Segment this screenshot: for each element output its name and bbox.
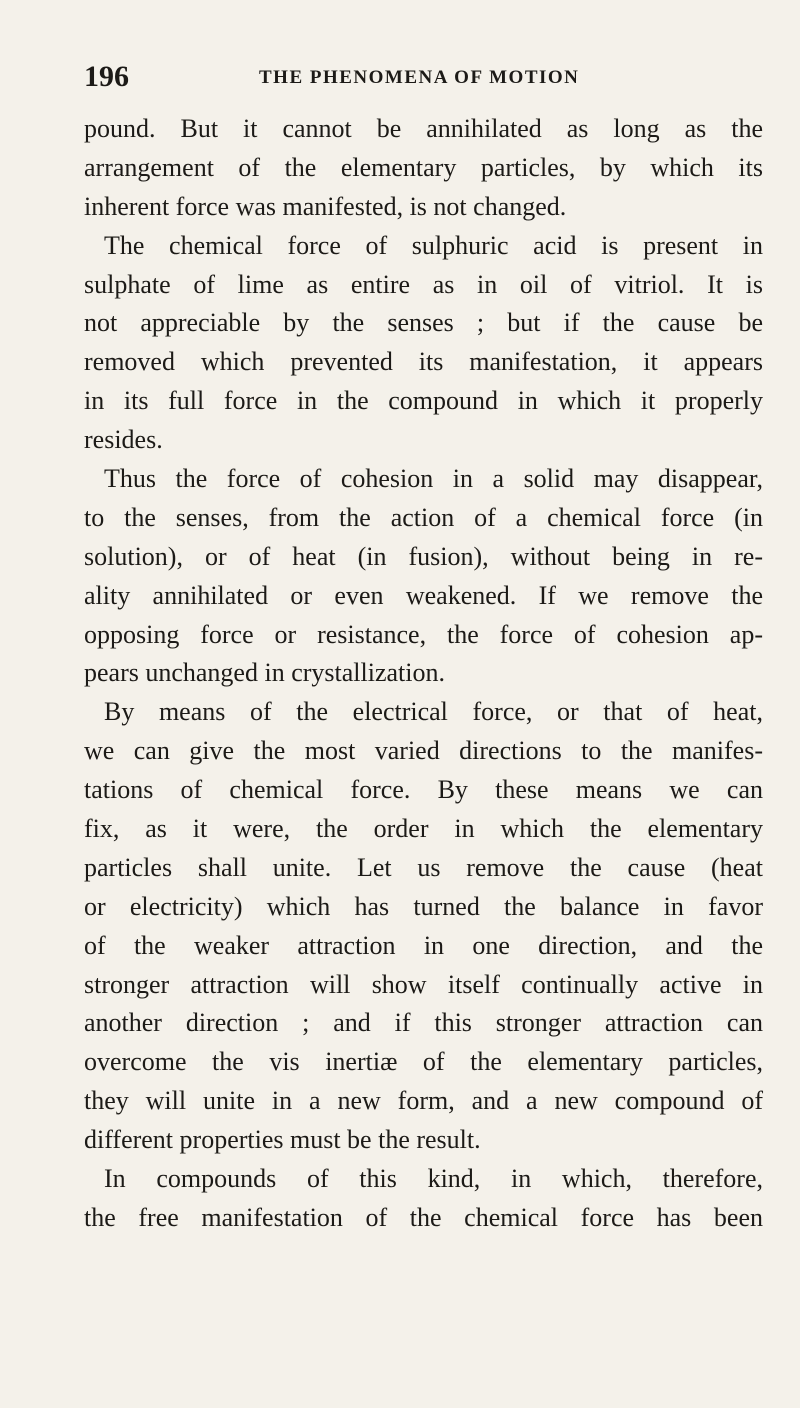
text-line: overcome the vis inertiæ of the elementary particles,: [84, 1047, 763, 1077]
text-line: ality annihilated or even weakened. If we remove the: [84, 580, 763, 610]
text-line: resides.: [84, 425, 163, 455]
text-line: By means of the electrical force, or that of heat,: [104, 697, 763, 727]
text-line: arrangement of the elementary particles, by which its: [84, 152, 763, 182]
text-line: not appreciable by the senses ; but if the cause be: [84, 308, 763, 338]
text-line: of the weaker attraction in one direction, and the: [84, 930, 763, 960]
text-line: pears unchanged in crystallization.: [84, 658, 445, 688]
text-line: another direction ; and if this stronger attraction can: [84, 1008, 763, 1038]
text-line: to the senses, from the action of a chemical force (in: [84, 502, 763, 532]
text-line: sulphate of lime as entire as in oil of vitriol. It is: [84, 269, 763, 299]
text-line: particles shall unite. Let us remove the cause (heat: [84, 852, 763, 882]
body-text: [84, 110, 763, 1238]
text-line: we can give the most varied directions to the manifes-: [84, 736, 763, 766]
text-line: removed which prevented its manifestation, it appears: [84, 347, 763, 377]
text-line: tations of chemical force. By these means we can: [84, 775, 763, 805]
text-line: in its full force in the compound in which it properly: [84, 386, 763, 416]
running-head: [84, 60, 784, 100]
text-line: fix, as it were, the order in which the elementary: [84, 814, 763, 844]
running-title: THE PHENOMENA OF MOTION: [259, 67, 580, 88]
text-line: or electricity) which has turned the balance in favor: [84, 891, 763, 921]
text-line: In compounds of this kind, in which, therefore,: [104, 1164, 763, 1194]
text-line: Thus the force of cohesion in a solid may disappear,: [104, 464, 763, 494]
text-line: pound. But it cannot be annihilated as long as the: [84, 114, 763, 143]
text-line: they will unite in a new form, and a new compound of: [84, 1086, 763, 1116]
text-line: The chemical force of sulphuric acid is present in: [104, 230, 763, 260]
text-line: stronger attraction will show itself continually active in: [84, 969, 763, 999]
text-line: solution), or of heat (in fusion), without being in re-: [84, 541, 763, 571]
text-line: inherent force was manifested, is not changed.: [84, 191, 567, 221]
text-line: different properties must be the result.: [84, 1125, 481, 1155]
text-line: the free manifestation of the chemical force has been: [84, 1202, 763, 1232]
text-line: opposing force or resistance, the force of cohesion ap-: [84, 619, 763, 649]
page-number: 196: [84, 60, 129, 93]
